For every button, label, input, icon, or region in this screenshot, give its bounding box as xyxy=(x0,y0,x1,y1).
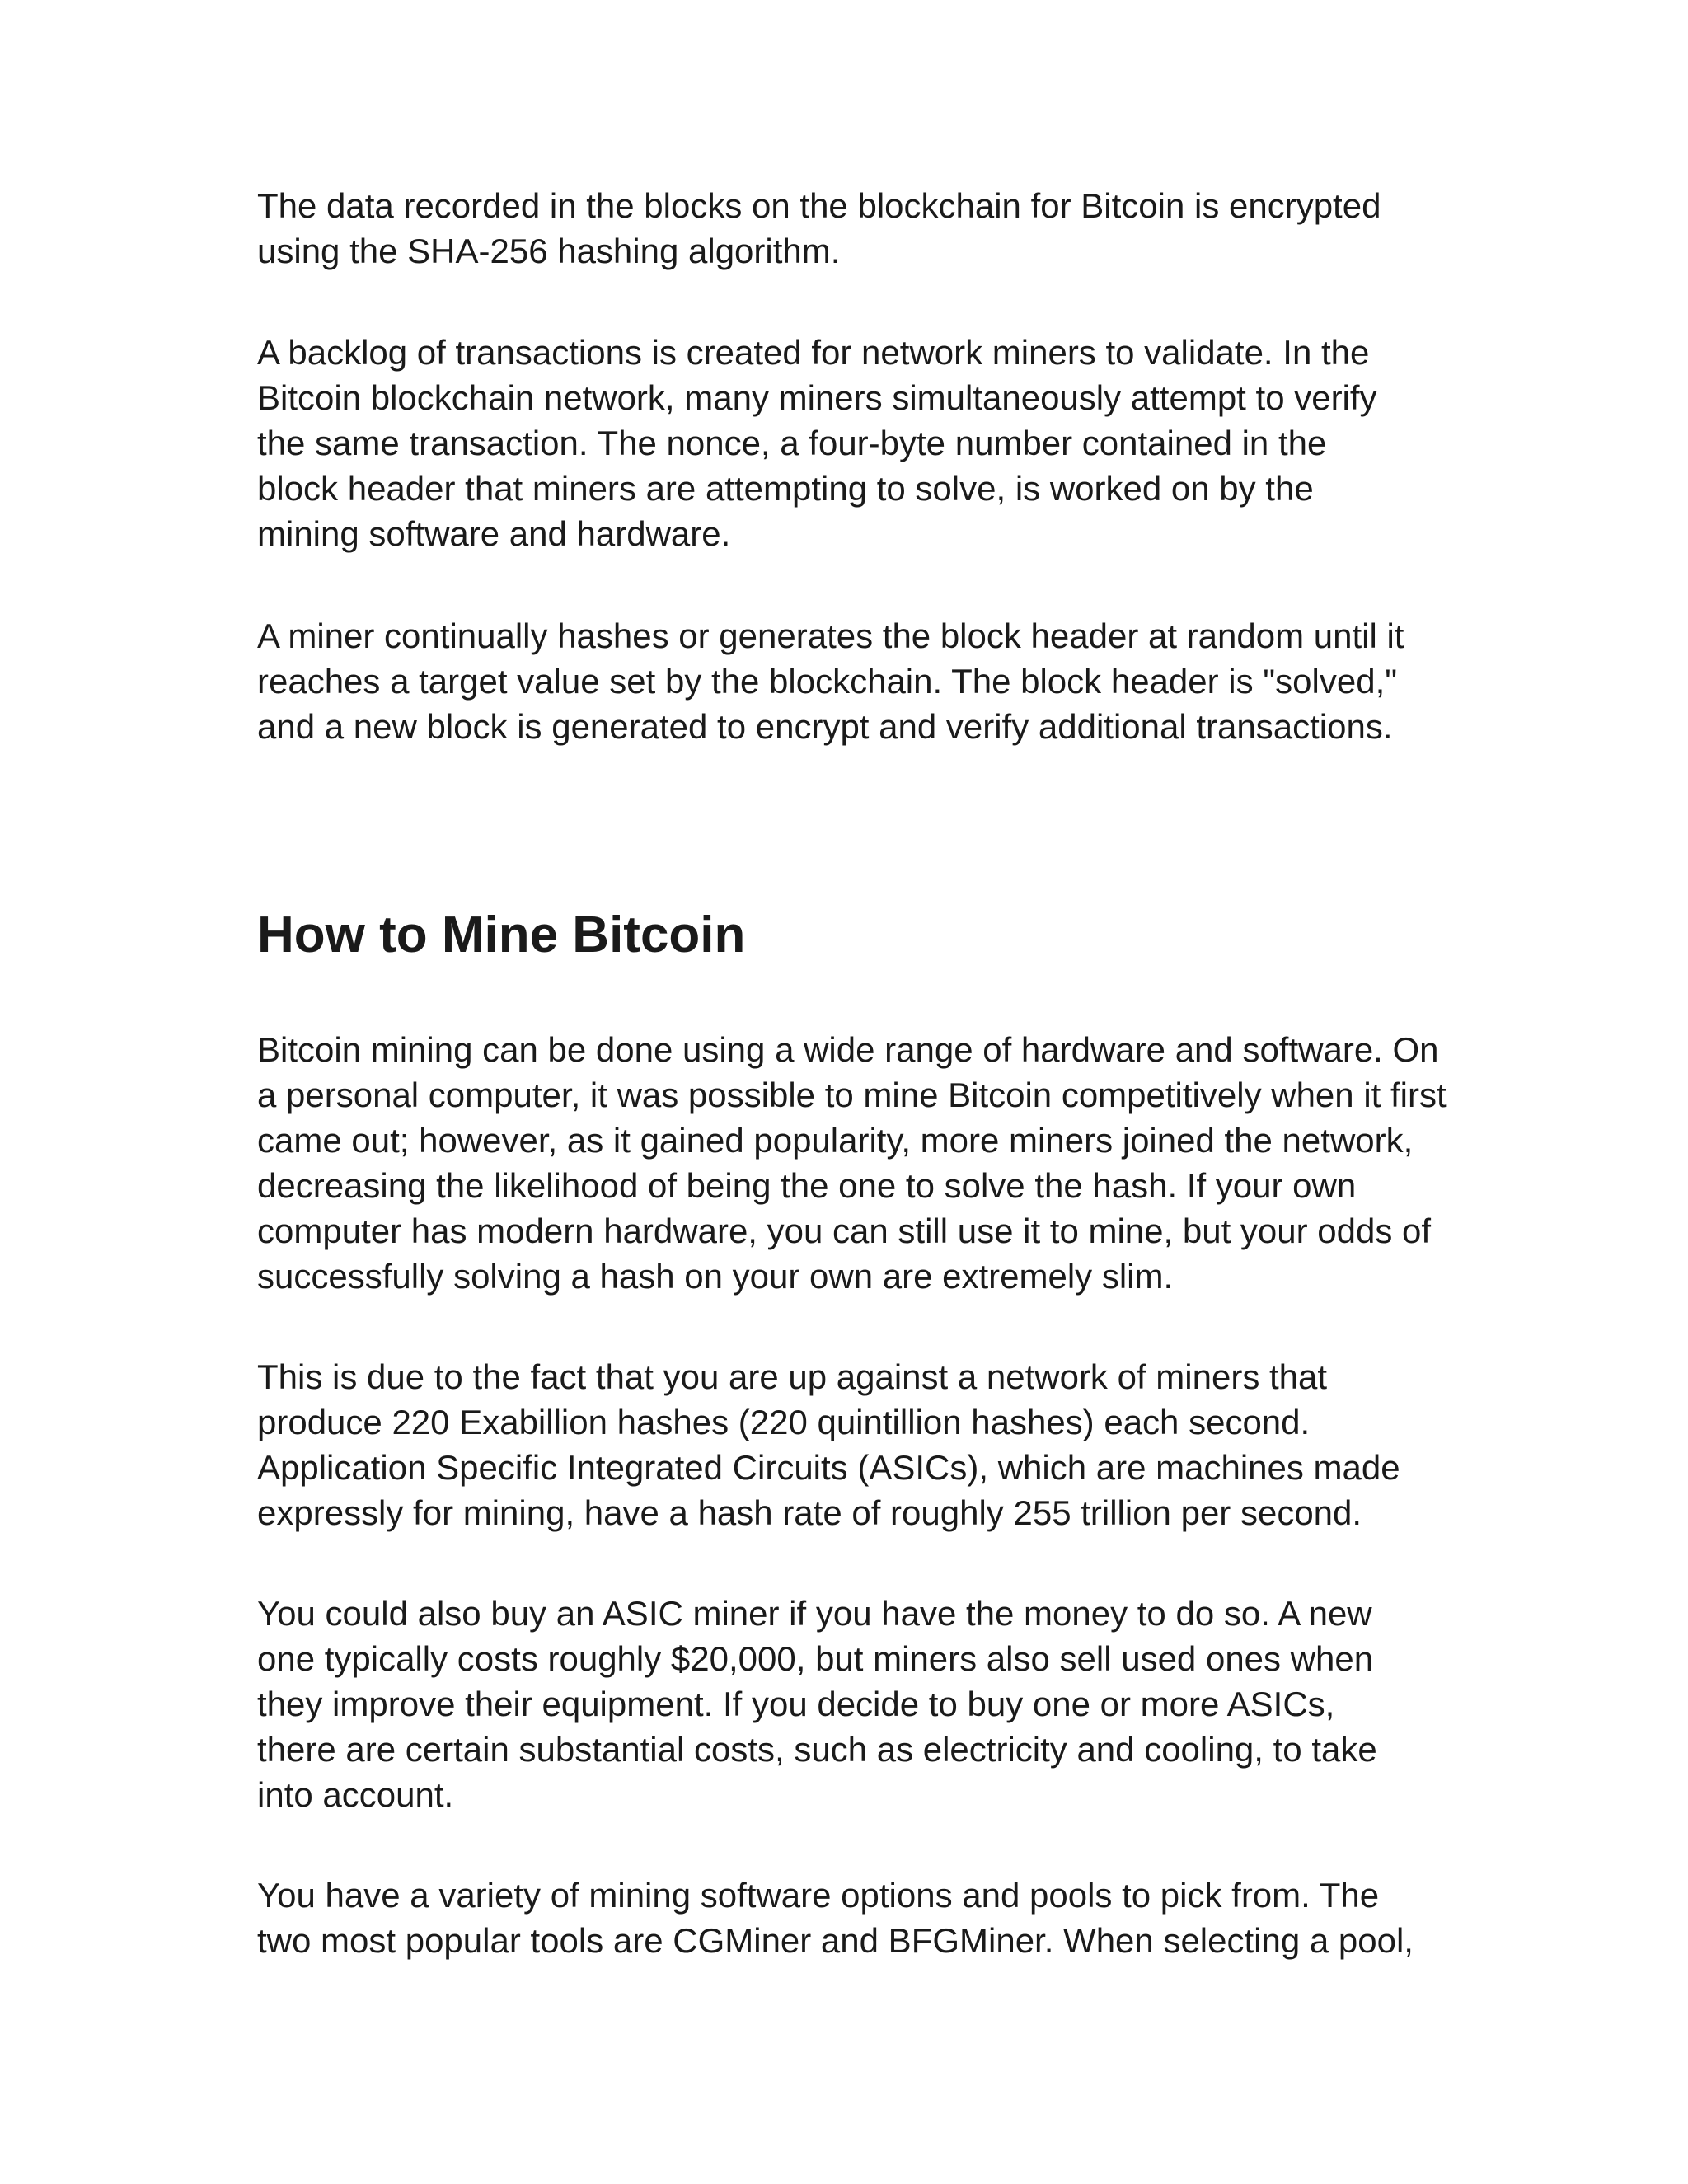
text-line: You could also buy an ASIC miner if you have the money to do so. A new xyxy=(257,1594,1372,1633)
paragraph-text xyxy=(257,183,1381,274)
text-line: two most popular tools are CGMiner and BFGMiner. When selecting a pool, xyxy=(257,1921,1414,1960)
text-line: came out; however, as it gained popularity, more miners joined the network, xyxy=(257,1121,1414,1160)
text-line: using the SHA-256 hashing algorithm. xyxy=(257,232,841,270)
text-line: A backlog of transactions is created for network miners to validate. In the xyxy=(257,333,1370,372)
text-line: A miner continually hashes or generates the block header at random until it xyxy=(257,616,1404,655)
text-line: reaches a target value set by the blockchain. The block header is "solved," xyxy=(257,662,1398,701)
paragraph-text xyxy=(257,330,1377,556)
paragraph-hardware-software xyxy=(257,1027,1447,1299)
text-line: This is due to the fact that you are up against a network of miners that xyxy=(257,1357,1328,1396)
text-line: decreasing the likelihood of being the one to solve the hash. If your own xyxy=(257,1166,1357,1205)
paragraph-hash-rate xyxy=(257,1354,1400,1535)
paragraph-software-pools xyxy=(257,1872,1414,1963)
text-line: produce 220 Exabillion hashes (220 quintillion hashes) each second. xyxy=(257,1403,1311,1441)
section-heading: How to Mine Bitcoin xyxy=(257,907,746,963)
paragraph-text xyxy=(257,1027,1447,1299)
text-line: computer has modern hardware, you can still use it to mine, but your odds of xyxy=(257,1212,1432,1250)
text-line: Bitcoin mining can be done using a wide range of hardware and software. On xyxy=(257,1030,1439,1069)
text-line: there are certain substantial costs, such as electricity and cooling, to take xyxy=(257,1730,1377,1769)
paragraph-text xyxy=(257,1591,1377,1817)
text-line: mining software and hardware. xyxy=(257,514,731,553)
text-line: one typically costs roughly $20,000, but miners also sell used ones when xyxy=(257,1639,1374,1678)
text-line: and a new block is generated to encrypt and verify additional transactions. xyxy=(257,707,1393,746)
paragraph-text xyxy=(257,613,1404,749)
text-line: expressly for mining, have a hash rate of roughly 255 trillion per second. xyxy=(257,1493,1362,1532)
text-line: You have a variety of mining software options and pools to pick from. The xyxy=(257,1876,1380,1915)
text-line: a personal computer, it was possible to mine Bitcoin competitively when it first xyxy=(257,1076,1447,1114)
text-line: The data recorded in the blocks on the blockchain for Bitcoin is encrypted xyxy=(257,186,1381,225)
paragraph-text xyxy=(257,1354,1400,1535)
text-line: block header that miners are attempting to solve, is worked on by the xyxy=(257,469,1314,508)
text-line: into account. xyxy=(257,1775,454,1814)
text-line: the same transaction. The nonce, a four-byte number contained in the xyxy=(257,424,1327,462)
paragraph-miner-hashing xyxy=(257,613,1404,749)
paragraph-backlog xyxy=(257,330,1377,556)
paragraph-text xyxy=(257,1872,1414,1963)
paragraph-asic-cost xyxy=(257,1591,1377,1817)
text-line: successfully solving a hash on your own are extremely slim. xyxy=(257,1257,1174,1296)
text-line: Application Specific Integrated Circuits (ASICs), which are machines made xyxy=(257,1448,1400,1487)
text-line: Bitcoin blockchain network, many miners simultaneously attempt to verify xyxy=(257,378,1377,417)
paragraph-sha256 xyxy=(257,183,1381,274)
text-line: they improve their equipment. If you decide to buy one or more ASICs, xyxy=(257,1685,1335,1723)
